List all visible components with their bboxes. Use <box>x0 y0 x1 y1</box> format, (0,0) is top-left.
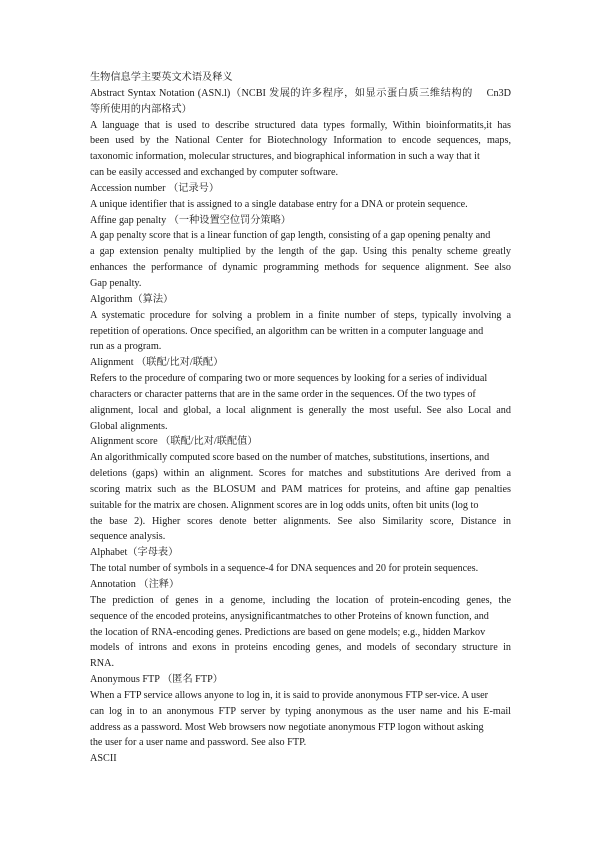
term-heading: ASCII <box>90 753 117 765</box>
body-line: enhances the performance of dynamic programming methods for sequence alignment. See also <box>90 262 511 274</box>
term-heading: Algorithm（算法） <box>90 293 174 305</box>
body-line: Refers to the procedure of comparing two or more sequences by looking for a series of individual <box>90 373 488 385</box>
document-title: 生物信息学主要英文术语及释义 <box>90 72 233 83</box>
term-heading: Affine gap penalty （一种设置空位罚分策略） <box>90 214 291 226</box>
body-line: run as a program. <box>90 341 162 353</box>
body-line: RNA. <box>90 658 115 670</box>
term-heading: 等所使用的内部格式） <box>90 103 192 115</box>
body-line: When a FTP service allows anyone to log in, it is said to provide anonymous FTP ser-vice. A user <box>90 689 488 701</box>
term-heading: Alignment score （联配/比对/联配值） <box>90 436 258 448</box>
body-line: Gap penalty. <box>90 277 142 289</box>
body-line: repetition of operations. Once specified, an algorithm can be written in a computer language and <box>90 325 484 337</box>
body-line: scoring matrix such as the BLOSUM and PAM matrices for proteins, and aftine gap penalties <box>90 483 511 495</box>
body-line: can log in to an anonymous FTP server by typing anonymous as the user name and his E-mail <box>90 705 511 717</box>
body-line: the user for a user name and password. See also FTP. <box>90 737 307 749</box>
body-line: A unique identifier that is assigned to a single database entry for a DNA or protein sequence. <box>90 198 468 210</box>
body-line: models of introns and exons in proteins encoding genes, and models of secondary structure in <box>90 642 511 654</box>
term-heading: Anonymous FTP （匿名 FTP） <box>90 674 223 686</box>
body-line: suitable for the matrix are chosen. Alignment scores are in log odds units, often bit units (log to <box>90 499 479 511</box>
body-line: been used by the National Center for Biotechnology Information to encode sequences, maps, <box>90 135 511 147</box>
body-line: a gap extension penalty multiplied by the length of the gap. Using this penalty scheme greatly <box>90 246 511 258</box>
term-heading: Accession number （记录号） <box>90 182 220 194</box>
body-line: Global alignments. <box>90 420 168 432</box>
body-line: An algorithmically computed score based on the number of matches, substitutions, insertions, and <box>90 452 490 464</box>
body-line: the location of RNA-encoding genes. Predictions are based on gene models; e.g., hidden Markov <box>90 626 486 638</box>
body-line: A gap penalty score that is a linear function of gap length, consisting of a gap opening penalty and <box>90 230 491 242</box>
body-line: The total number of symbols in a sequence-4 for DNA sequences and 20 for protein sequences. <box>90 563 479 575</box>
document-body <box>90 86 511 767</box>
body-line: taxonomic information, molecular structures, and biographical information in such a way that it <box>90 151 480 163</box>
term-heading: Abstract Syntax Notation (ASN.l)（NCBI 发展的许多程序，如显示蛋白质三维结构的 Cn3D <box>90 87 511 99</box>
term-heading: Annotation （注释） <box>90 579 180 590</box>
body-line: A language that is used to describe structured data types formally, Within bioinformatits,it has <box>90 119 511 131</box>
body-line: sequence analysis. <box>90 531 166 543</box>
body-line: deletions (gaps) within an alignment. Scores for matches and substitutions Are derived from a <box>90 468 511 480</box>
term-heading: Alphabet（字母表） <box>90 547 179 559</box>
body-line: characters or character patterns that are in the same order in the sequences. Of the two types of <box>90 388 476 400</box>
body-line: can be easily accessed and exchanged by computer software. <box>90 167 339 179</box>
body-line: sequence of the encoded proteins, anysignificantmatches to other Proteins of known function, and <box>90 610 489 622</box>
document-page <box>90 70 511 767</box>
body-line: address as a password. Most Web browsers now negotiate anonymous FTP logon without asking <box>90 721 484 733</box>
body-line: A systematic procedure for solving a problem in a finite number of steps, typically involving a <box>90 309 511 321</box>
body-line: alignment, local and global, a local alignment is generally the most useful. See also Local and <box>90 404 511 416</box>
body-line: The prediction of genes in a genome, including the location of protein-encoding genes, the <box>90 594 511 606</box>
body-line: the base 2). Higher scores denote better alignments. See also Similarity score, Distance in <box>90 515 511 527</box>
term-heading: Alignment （联配/比对/联配） <box>90 357 224 369</box>
